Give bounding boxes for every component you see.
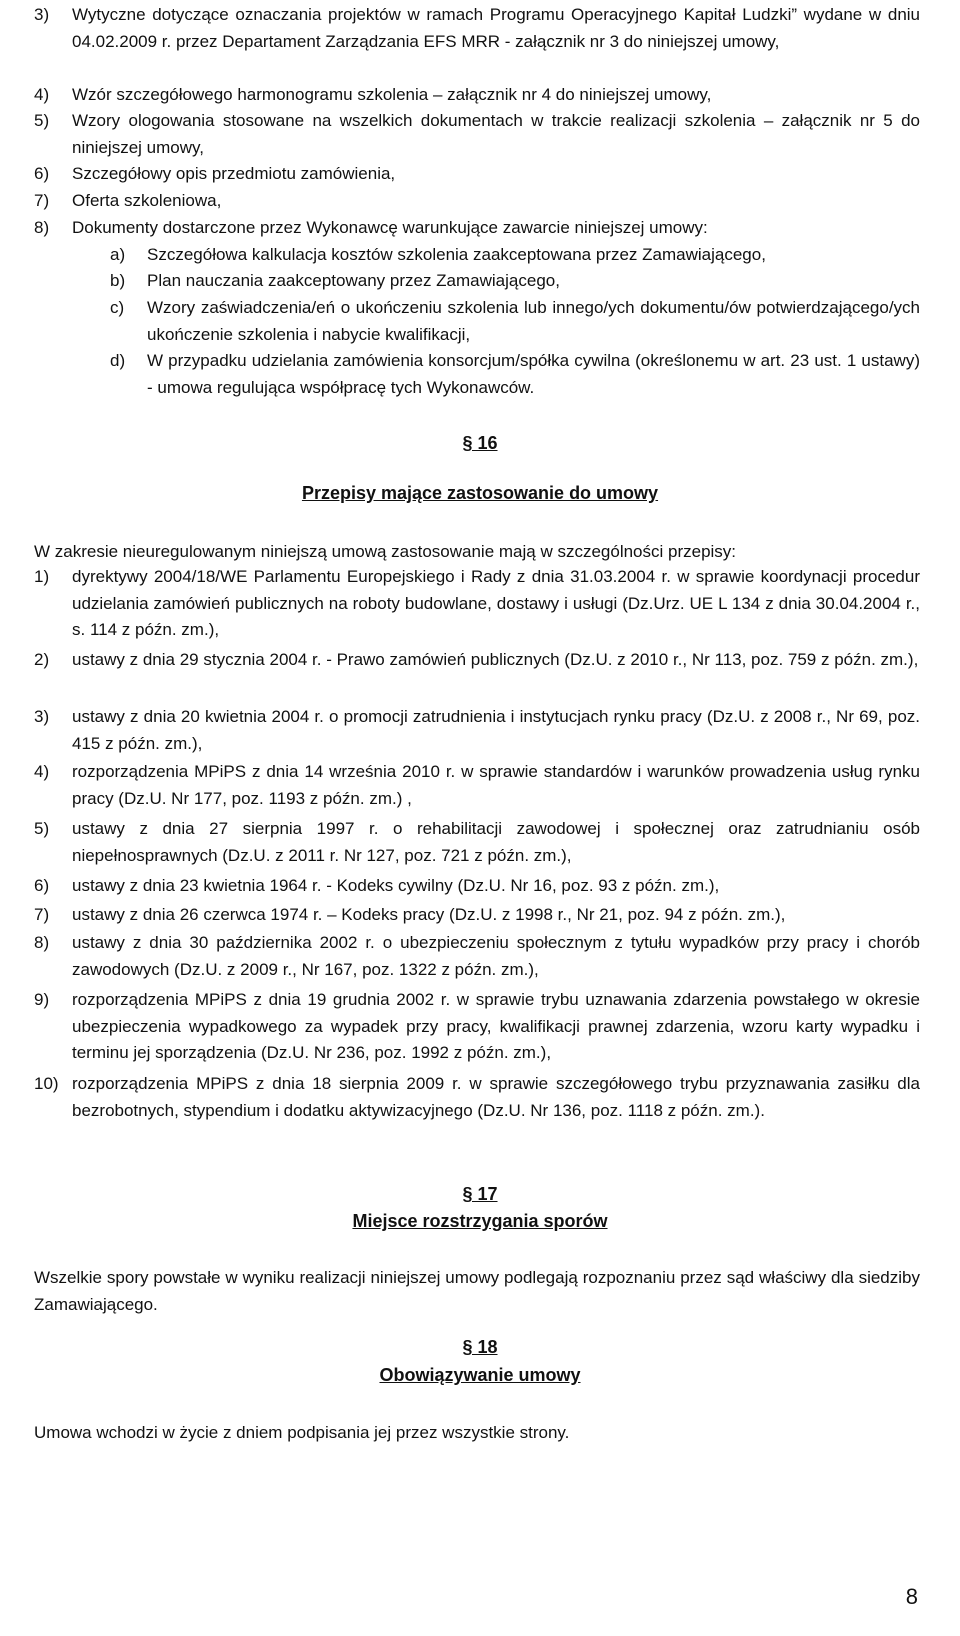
list-item [34, 930, 920, 983]
item-number: 4) [34, 85, 50, 104]
section-17-text: Wszelkie spory powstałe w wyniku realizacji niniejszej umowy podlegają rozpoznaniu przez sąd właściwy dla siedziby Zamawiającego. [34, 1268, 920, 1314]
sub-list-item [110, 348, 920, 401]
item-number: 4) [34, 762, 50, 781]
section-17-title: Miejsce rozstrzygania sporów [352, 1211, 608, 1231]
item-text: rozporządzenia MPiPS z dnia 18 sierpnia 2009 r. w sprawie szczegółowego trybu przyznawania zasiłku dla bezrobotnych, stypendium i dodatku aktywizacyjnego (Dz.U. Nr 136, poz. 1118 z późn. zm.). [72, 1074, 920, 1120]
item-number: 10) [34, 1074, 59, 1093]
item-text: ustawy z dnia 27 sierpnia 1997 r. o rehabilitacji zawodowej i społecznej oraz zatrudnianiu osób niepełnosprawnych (Dz.U. z 2011 r. Nr 127, poz. 721 z późn. zm.), [72, 819, 920, 865]
section-17-sign: § 17 [462, 1184, 498, 1204]
list-item [34, 215, 920, 242]
item-text: ustawy z dnia 20 kwietnia 2004 r. o promocji zatrudnienia i instytucjach rynku pracy (Dz.U. z 2008 r., Nr 69, poz. 415 z późn. zm.), [72, 707, 920, 753]
item-text: Oferta szkoleniowa, [72, 191, 222, 210]
list-item [34, 987, 920, 1067]
item-number: 1) [34, 567, 50, 586]
sub-list-item [110, 268, 920, 295]
item-text: Wytyczne dotyczące oznaczania projektów w ramach Programu Operacyjnego Kapitał Ludzki” wydane w dniu 04.02.2009 r. przez Departament Zarządzania EFS MRR - załącznik nr 3 do niniejszej umowy, [72, 5, 920, 51]
sub-item-letter: d) [110, 351, 126, 370]
item-number: 8) [34, 933, 50, 952]
item-text: rozporządzenia MPiPS z dnia 14 września 2010 r. w sprawie standardów i warunków prowadzenia usług rynku pracy (Dz.U. Nr 177, poz. 1193 z późn. zm.) , [72, 762, 920, 808]
list-item [34, 564, 920, 644]
list-item [34, 1071, 920, 1124]
sub-item-letter: a) [110, 245, 126, 264]
item-number: 3) [34, 5, 50, 24]
list-item [34, 873, 920, 900]
item-number: 7) [34, 905, 50, 924]
sub-item-text: Wzory zaświadczenia/eń o ukończeniu szkolenia lub innego/ych dokumentu/ów potwierdzającego/ych ukończenie szkolenia i nabycie kwalifikacji, [147, 298, 920, 344]
page-number: 8 [905, 1584, 918, 1609]
list-item [34, 161, 920, 188]
section-16-intro: W zakresie nieuregulowanym niniejszą umową zastosowanie mają w szczególności przepisy: [34, 542, 737, 561]
section-16-title: Przepisy mające zastosowanie do umowy [301, 483, 659, 503]
item-text: ustawy z dnia 29 stycznia 2004 r. - Prawo zamówień publicznych (Dz.U. z 2010 r., Nr 113, poz. 759 z późn. zm.), [72, 650, 919, 669]
section-18-text: Umowa wchodzi w życie z dniem podpisania jej przez wszystkie strony. [34, 1423, 570, 1442]
sub-item-text: W przypadku udzielania zamówienia konsorcjum/spółka cywilna (określonemu w art. 23 ust. 1 ustawy) - umowa regulująca współpracę tych Wykonawców. [147, 351, 920, 397]
item-text: ustawy z dnia 30 października 2002 r. o ubezpieczeniu społecznym z tytułu wypadków przy pracy i chorób zawodowych (Dz.U. z 2009 r., Nr 167, poz. 1322 z późn. zm.), [72, 933, 920, 979]
sub-list-item [110, 242, 920, 269]
item-number: 6) [34, 876, 50, 895]
item-text: Wzory ologowania stosowane na wszelkich dokumentach w trakcie realizacji szkolenia – załącznik nr 5 do niniejszej umowy, [72, 111, 920, 157]
item-number: 9) [34, 990, 50, 1009]
item-text: Dokumenty dostarczone przez Wykonawcę warunkujące zawarcie niniejszej umowy: [72, 218, 708, 237]
list-item [34, 647, 920, 674]
item-number: 8) [34, 218, 50, 237]
section-16-sign: § 16 [462, 433, 498, 453]
sub-list-item [110, 295, 920, 348]
item-number: 6) [34, 164, 50, 183]
item-text: ustawy z dnia 23 kwietnia 1964 r. - Kodeks cywilny (Dz.U. Nr 16, poz. 93 z późn. zm.), [72, 876, 720, 895]
list-item [34, 108, 920, 161]
list-item [34, 82, 920, 109]
list-item [34, 902, 920, 929]
item-text: dyrektywy 2004/18/WE Parlamentu Europejskiego i Rady z dnia 31.03.2004 r. w sprawie koordynacji procedur udzielania zamówień publicznych na roboty budowlane, dostawy i usługi (Dz.Urz. UE L 134 z dnia 30.04.2004 r., s. 114 z późn. zm.), [72, 567, 920, 639]
section-18-title: Obowiązywanie umowy [379, 1365, 581, 1385]
list-item [34, 816, 920, 869]
item-text: ustawy z dnia 26 czerwca 1974 r. – Kodeks pracy (Dz.U. z 1998 r., Nr 21, poz. 94 z późn. zm.), [72, 905, 786, 924]
list-item [34, 759, 920, 812]
item-text: rozporządzenia MPiPS z dnia 19 grudnia 2002 r. w sprawie trybu uznawania zdarzenia powstałego w okresie ubezpieczenia wypadkowego za wypadek przy pracy, kwalifikacji prawnej zdarzenia, wzoru karty wypadku i terminu jej sporządzenia (Dz.U. Nr 236, poz. 1992 z późn. zm.), [72, 990, 920, 1062]
sub-item-letter: b) [110, 271, 126, 290]
item-text: Szczegółowy opis przedmiotu zamówienia, [72, 164, 396, 183]
list-item [34, 2, 920, 55]
sub-item-text: Plan nauczania zaakceptowany przez Zamawiającego, [147, 271, 560, 290]
item-number: 7) [34, 191, 50, 210]
list-item [34, 704, 920, 757]
sub-item-letter: c) [110, 298, 125, 317]
list-item [34, 188, 920, 215]
item-number: 2) [34, 650, 50, 669]
item-number: 5) [34, 111, 50, 130]
item-text: Wzór szczegółowego harmonogramu szkolenia – załącznik nr 4 do niniejszej umowy, [72, 85, 712, 104]
sub-item-text: Szczegółowa kalkulacja kosztów szkolenia zaakceptowana przez Zamawiającego, [147, 245, 766, 264]
item-number: 5) [34, 819, 50, 838]
item-number: 3) [34, 707, 50, 726]
section-18-sign: § 18 [462, 1337, 498, 1357]
